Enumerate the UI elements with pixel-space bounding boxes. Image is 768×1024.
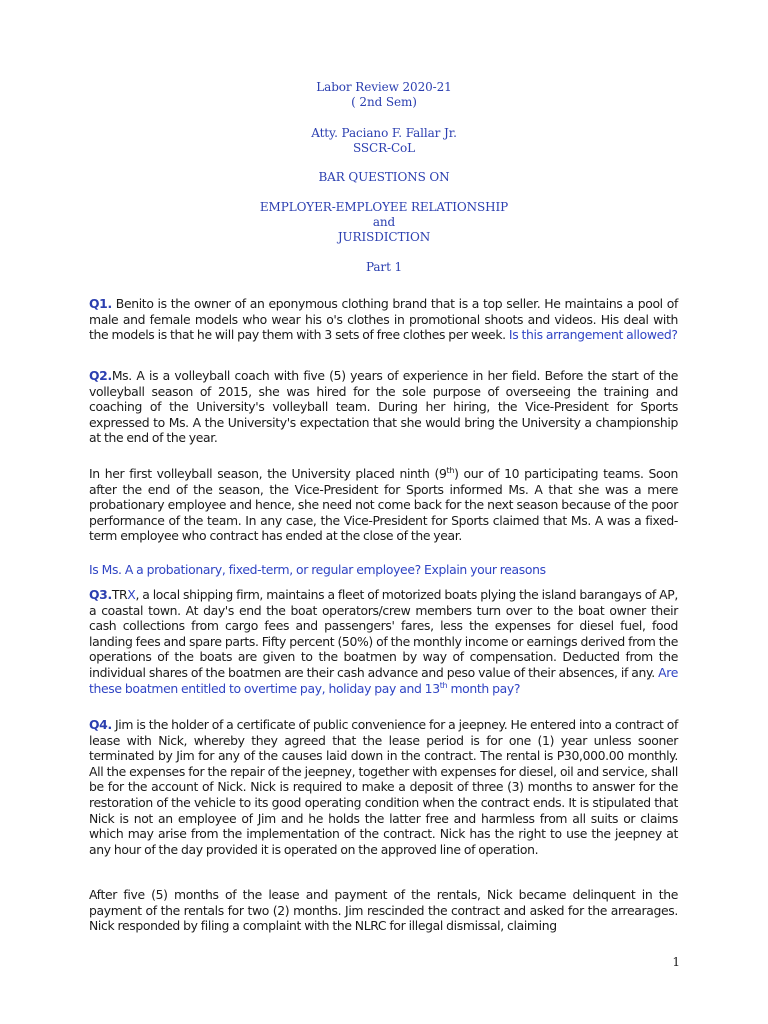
ordinal-superscript: th (439, 680, 448, 690)
ordinal-superscript: th (446, 465, 455, 475)
topic-line-3: JURISDICTION (337, 230, 431, 244)
semester-label: ( 2nd Sem) (351, 95, 417, 109)
question-3-company-a: TR (111, 587, 128, 602)
question-1-text: Benito is the owner of an eponymous clothing brand that is a top seller. He maintains a pool of male and female models who wear his o's clothes in promotional shoots and videos. His deal with the models is that he will pay them with 3 sets of free clothes per week. (89, 296, 678, 343)
question-3-company-b: X (127, 587, 136, 602)
question-2-paragraph-2-start: In her first volleyball season, the University placed ninth (9 (89, 466, 447, 481)
page-number: 1 (672, 955, 680, 969)
question-2-text: Ms. A is a volleyball coach with five (5) years of experience in her field. Before the start of the volleyball season of 2015, she was hired for the sole purpose of overseeing the training and coaching of the University's volleyball team. During her hiring, the Vice-President for Sports expressed to Ms. A the University's expectation that she would bring the University a championship at the end of the year. (89, 368, 678, 446)
question-2-paragraph-2 (89, 466, 678, 544)
part-label: Part 1 (365, 260, 403, 274)
topic-line-1: EMPLOYER-EMPLOYEE RELATIONSHIP (259, 200, 509, 214)
question-1 (89, 296, 678, 343)
question-3-label: Q3. (89, 587, 112, 602)
section-heading: BAR QUESTIONS ON (318, 170, 450, 184)
topic-line-2: and (372, 215, 396, 229)
question-4-text: Jim is the holder of a certificate of public convenience for a jeepney. He entered into a contract of lease with Nick, whereby they agreed that the lease period is for one (1) year unless sooner terminated by Jim for any of the causes laid down in the contract. The rental is P30,000.00 monthly. All the expenses for the repair of the jeepney, together with expenses for diesel, oil and service, shall be for the account of Nick. Nick is required to make a deposit of three (3) months to answer for the restoration of the vehicle to its good operating condition when the contract ends. It is stipulated that Nick is not an employee of Jim and he holds the latter free and harmless from all suits or claims which may arise from the implementation of the contract. Nick has the right to use the jeepney at any hour of the day provided it is operated on the approved line of operation. (89, 717, 679, 857)
instructor-name: Atty. Paciano F. Fallar Jr. (311, 126, 457, 140)
question-4-label: Q4. (89, 717, 112, 732)
question-2-paragraph-2-end: ) our of 10 participating teams. Soon after the end of the season, the Vice-President for Sports informed Ms. A that she was a mere probationary employee and hence, she need not come back for the next season because of the poor performance of the team. In any case, the Vice-President for Sports claimed that Ms. A was a fixed-term employee who contract has ended at the close of the year. (89, 466, 679, 544)
question-1-label: Q1. (89, 296, 112, 311)
question-3-text: , a local shipping firm, maintains a fleet of motorized boats plying the island barangays of AP, a coastal town. At day's end the boat operators/crew members turn over to the boat owner their cash collections from cargo fees and passengers' fares, less the expenses for diesel fuel, food landing fees and spare parts. Fifty percent (50%) of the monthly income or earnings derived from the operations of the boats are given to the boatmen by way of compensation. Deducted from the individual shares of the boatmen are their cash advance and peso value of their absences, if any. (89, 587, 678, 680)
question-2-label: Q2. (89, 368, 112, 383)
course-title: Labor Review 2020-21 (316, 80, 452, 94)
question-3-prompt-end: month pay? (447, 680, 521, 696)
question-3-prompt-start: Are these boatmen entitled to overtime pay, holiday pay and 13 (89, 664, 678, 696)
question-1-prompt: Is this arrangement allowed? (505, 327, 678, 343)
school-name: SSCR-CoL (352, 141, 416, 155)
question-4-paragraph-2: After five (5) months of the lease and payment of the rentals, Nick became delinquent in the payment of the rentals for two (2) months. Jim rescinded the contract and asked for the arrearages. Nick responded by filing a complaint with the NLRC for illegal dismissal, claiming (89, 887, 678, 934)
question-2-prompt: Is Ms. A a probationary, fixed-term, or regular employee? Explain your reasons (89, 562, 546, 577)
question-3 (89, 587, 678, 696)
question-4 (89, 717, 678, 857)
question-2 (89, 368, 678, 446)
